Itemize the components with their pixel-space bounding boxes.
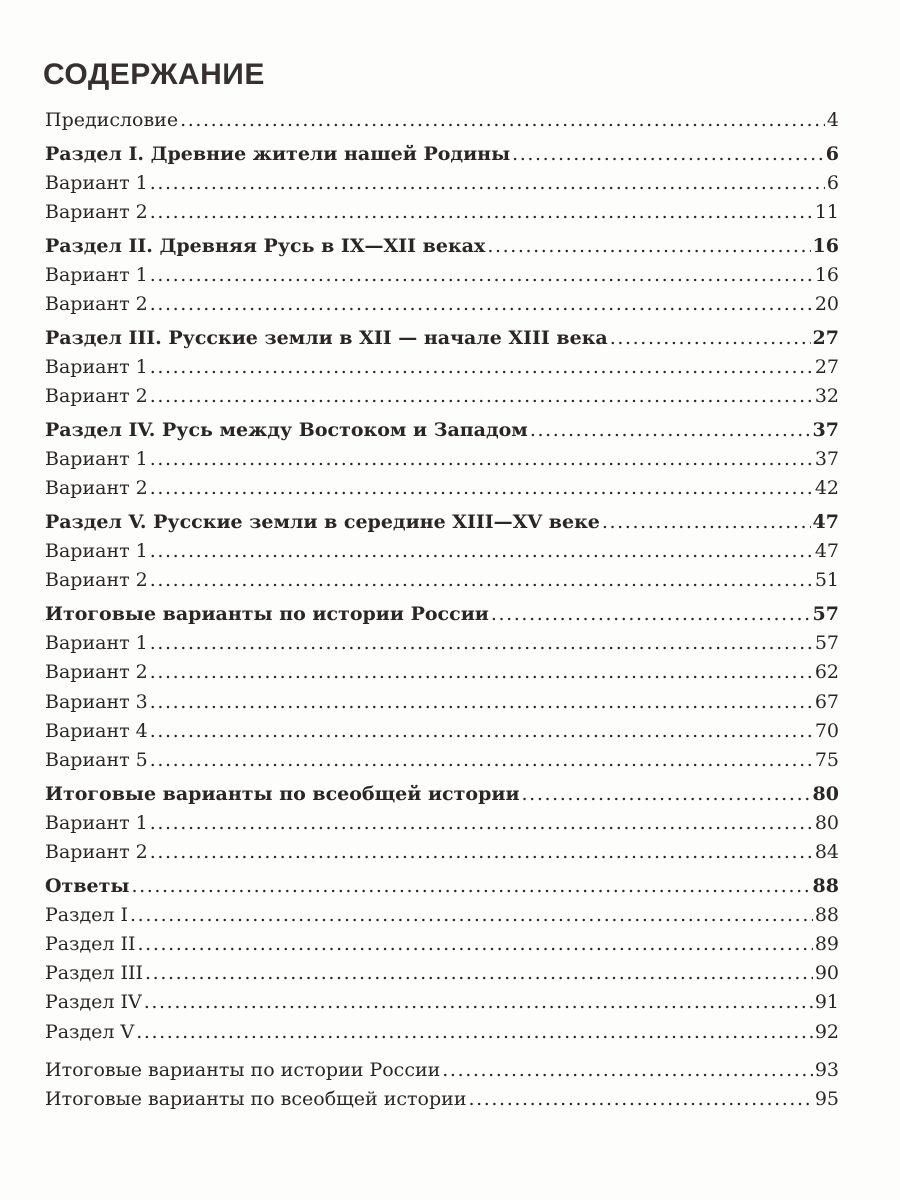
table-of-contents [45,106,839,1114]
dot-leader [150,198,813,227]
toc-entry-page-number: 93 [814,1058,839,1081]
toc-entry[interactable] [45,988,839,1017]
dot-leader [150,746,813,775]
toc-section-entry[interactable] [45,780,839,809]
toc-entry-title: Вариант 2 [45,477,148,500]
toc-entry-title: Итоговые варианты по истории России [45,1058,441,1081]
dot-leader [150,688,813,717]
toc-entry[interactable] [45,382,839,411]
toc-entry-page-number: 91 [814,991,839,1014]
toc-entry[interactable] [45,1056,839,1085]
toc-entry[interactable] [45,746,839,775]
page-title: СОДЕРЖАНИЕ [43,58,265,91]
dot-leader [150,474,813,503]
toc-section-entry[interactable] [45,140,839,169]
toc-entry-title: Раздел II [45,933,136,956]
dot-leader [469,1085,813,1114]
dot-leader [138,930,813,959]
dot-leader [145,959,813,988]
dot-leader [522,780,811,809]
toc-entry-title: Раздел III [45,962,144,985]
toc-entry-page-number: 75 [814,748,839,771]
toc-entry-page-number: 32 [814,385,839,408]
toc-entry[interactable] [45,717,839,746]
dot-leader [150,353,813,382]
toc-entry-page-number: 90 [814,962,839,985]
dot-leader [131,872,810,901]
toc-entry[interactable] [45,169,839,198]
toc-entry-page-number: 62 [814,661,839,684]
toc-entry-page-number: 84 [814,841,839,863]
dot-leader [150,290,813,319]
dot-leader [150,809,813,838]
dot-leader [150,717,813,746]
toc-entry[interactable] [45,445,839,474]
toc-entry[interactable] [45,809,839,838]
toc-entry-title: Предисловие [45,109,179,131]
toc-section-entry[interactable] [45,508,839,537]
toc-entry-title: Итоговые варианты по всеобщей истории [45,1088,467,1110]
toc-entry-page-number: 70 [814,719,839,742]
toc-entry-title: Вариант 5 [45,748,148,771]
toc-entry[interactable] [45,629,839,658]
dot-leader [150,445,813,474]
toc-entry-page-number: 16 [812,234,839,257]
dot-leader [130,901,813,930]
toc-entry-page-number: 57 [812,603,839,625]
toc-entry-page-number: 51 [814,569,839,592]
toc-entry-page-number: 47 [812,510,839,533]
dot-leader [150,629,813,658]
toc-entry-page-number: 80 [812,782,839,805]
toc-entry-page-number: 89 [814,933,839,956]
toc-entry-page-number: 47 [814,540,839,563]
toc-section-entry[interactable] [45,600,839,629]
toc-entry[interactable] [45,1018,839,1047]
dot-leader [144,988,813,1017]
toc-entry[interactable] [45,290,839,319]
toc-section-entry[interactable] [45,232,839,261]
dot-leader [487,232,810,261]
toc-entry-page-number: 16 [814,263,839,286]
dot-leader [602,508,811,537]
toc-section-entry[interactable] [45,872,839,901]
toc-entry-title: Раздел I [45,903,129,926]
toc-entry-page-number: 27 [814,356,839,378]
dot-leader [530,416,811,445]
toc-entry[interactable] [45,261,839,290]
toc-entry-title: Раздел I. Древние жители нашей Родины [45,142,511,165]
toc-entry-title: Раздел V. Русские земли в середине XIII—XV веке [45,510,600,533]
toc-entry-title: Вариант 3 [45,690,148,713]
toc-entry[interactable] [45,838,839,867]
toc-entry-title: Вариант 1 [45,632,148,655]
toc-entry-title: Вариант 2 [45,841,148,863]
toc-entry-page-number: 80 [814,811,839,834]
dot-leader [150,658,813,687]
toc-entry-title: Вариант 2 [45,293,148,316]
toc-entry[interactable] [45,930,839,959]
dot-leader [610,324,811,353]
dot-leader [150,382,813,411]
dot-leader [442,1056,813,1085]
dot-leader [512,140,824,169]
toc-entry-page-number: 88 [814,903,839,926]
toc-entry-page-number: 6 [825,142,839,165]
toc-entry-title: Раздел II. Древняя Русь в IX—XII веках [45,234,486,257]
toc-entry-page-number: 37 [814,448,839,471]
toc-entry[interactable] [45,537,839,566]
dot-leader [150,566,813,595]
toc-entry-title: Итоговые варианты по истории России [45,603,489,625]
toc-entry-title: Раздел IV. Русь между Востоком и Западом [45,418,528,441]
toc-entry[interactable] [45,353,839,382]
dot-leader [150,261,813,290]
toc-entry-title: Раздел III. Русские земли в XII — начале XIII века [45,326,608,349]
toc-entry[interactable] [45,959,839,988]
dot-leader [150,838,813,867]
toc-entry-page-number: 4 [826,109,839,131]
toc-entry[interactable] [45,198,839,227]
toc-entry-title: Вариант 1 [45,448,148,471]
toc-entry-page-number: 37 [812,418,839,441]
toc-entry-title: Раздел V [45,1020,135,1043]
dot-leader [150,169,825,198]
toc-entry[interactable] [45,566,839,595]
toc-entry-page-number: 57 [814,632,839,655]
toc-entry-page-number: 27 [812,326,839,349]
toc-entry-page-number: 67 [814,690,839,713]
toc-entry-title: Вариант 2 [45,569,148,592]
toc-entry[interactable] [45,688,839,717]
dot-leader [180,106,825,135]
dot-leader [491,600,811,629]
toc-entry-title: Вариант 2 [45,201,148,224]
toc-entry[interactable] [45,1085,839,1114]
toc-entry-title: Вариант 1 [45,356,148,378]
toc-entry-title: Вариант 1 [45,811,148,834]
dot-leader [150,537,813,566]
toc-entry-page-number: 95 [814,1088,839,1110]
toc-entry-page-number: 20 [814,293,839,316]
toc-entry[interactable] [45,106,839,135]
toc-entry[interactable] [45,474,839,503]
toc-entry-title: Вариант 2 [45,385,148,408]
toc-entry-title: Вариант 1 [45,540,148,563]
toc-entry-title: Раздел IV [45,991,142,1014]
toc-entry-title: Вариант 1 [45,171,148,194]
toc-entry[interactable] [45,658,839,687]
toc-entry-title: Вариант 1 [45,263,148,286]
toc-entry-title: Вариант 2 [45,661,148,684]
toc-entry-page-number: 11 [814,201,839,224]
toc-section-entry[interactable] [45,416,839,445]
toc-entry-page-number: 42 [814,477,839,500]
toc-entry-page-number: 6 [826,171,839,194]
dot-leader [136,1018,813,1047]
toc-entry-title: Вариант 4 [45,719,148,742]
toc-entry-title: Итоговые варианты по всеобщей истории [45,782,520,805]
toc-section-entry[interactable] [45,324,839,353]
toc-entry[interactable] [45,901,839,930]
toc-entry-title: Ответы [45,874,130,897]
toc-entry-page-number: 92 [814,1020,839,1043]
toc-entry-page-number: 88 [812,874,839,897]
